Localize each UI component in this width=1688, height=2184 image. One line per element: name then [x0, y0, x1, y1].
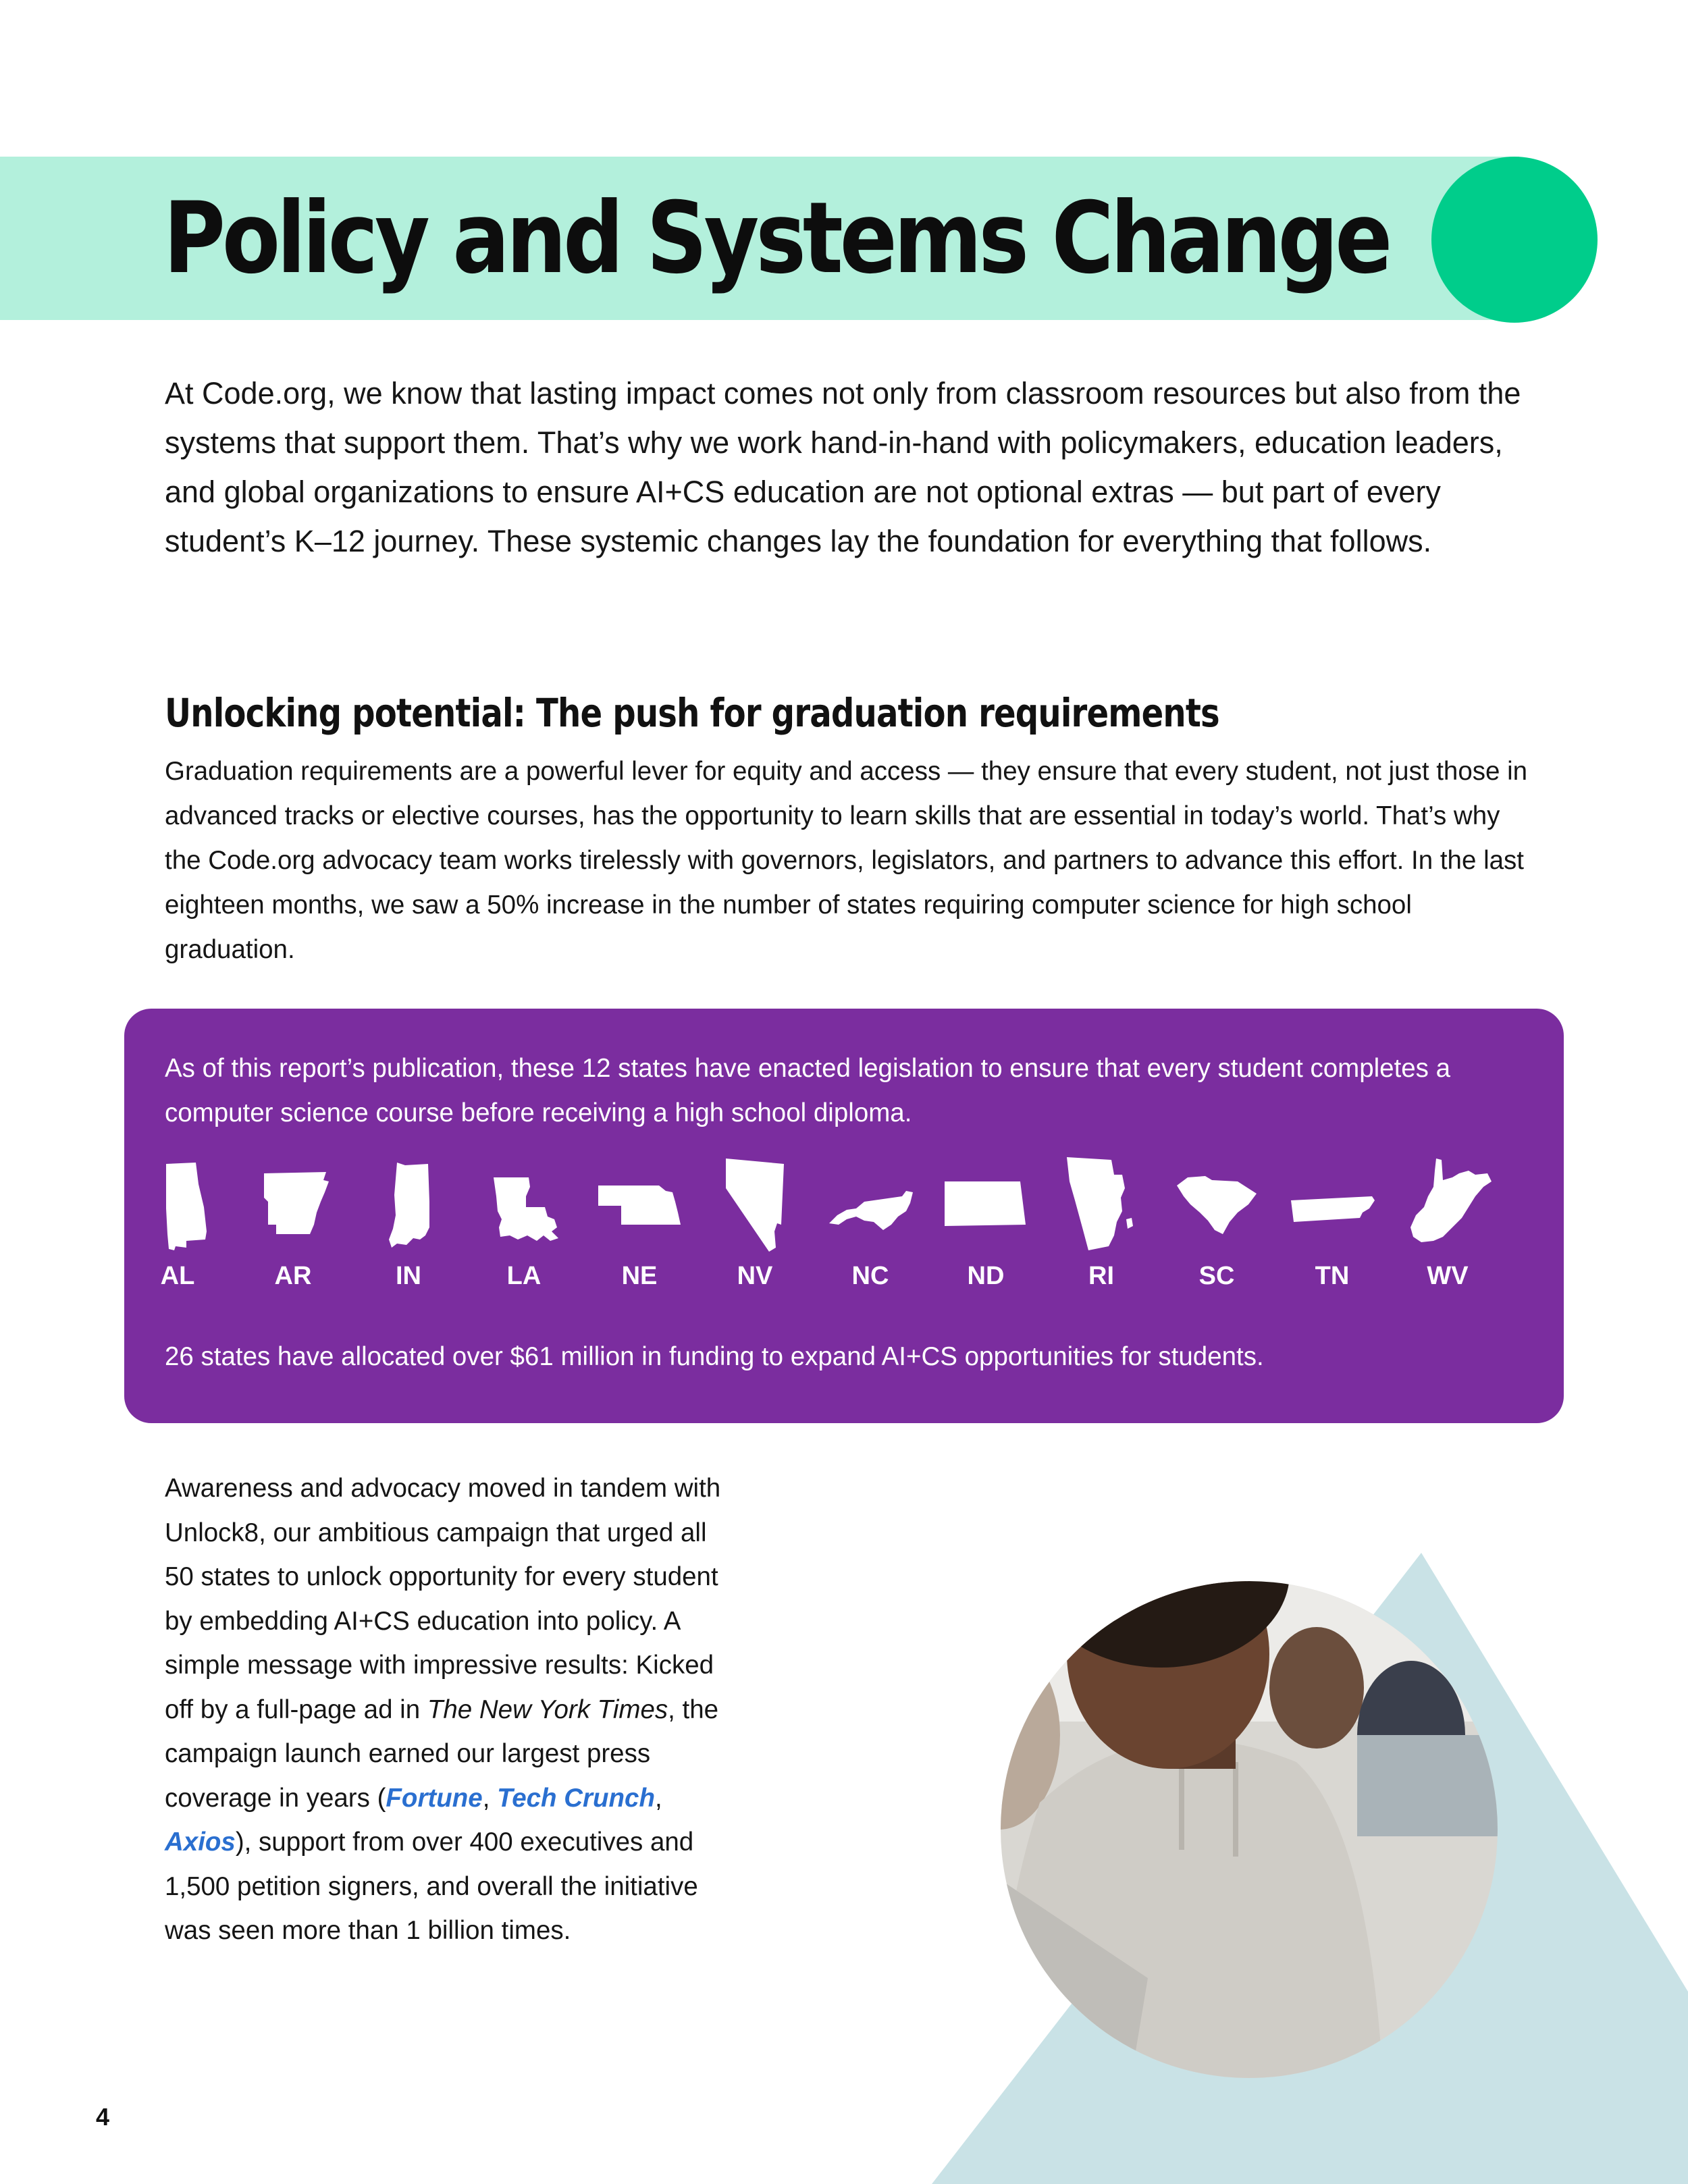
state-item: [711, 1154, 799, 1289]
state-abbreviation: ND: [967, 1262, 1005, 1290]
press-link-tech-crunch[interactable]: Tech Crunch: [497, 1783, 655, 1813]
nevada-shape-icon: [711, 1154, 799, 1256]
alabama-shape-icon: [134, 1154, 221, 1256]
state-item: [1288, 1154, 1376, 1289]
press-link-axios[interactable]: Axios: [165, 1828, 236, 1857]
state-item: [596, 1154, 683, 1289]
advocacy-text-end: ), support from over 400 executives and 1,500 petition signers, and overall the initiative was seen more than 1 billion times.: [165, 1828, 698, 1945]
press-link-fortune[interactable]: Fortune: [386, 1783, 483, 1813]
west-virginia-shape-icon: [1404, 1154, 1492, 1256]
publication-name: The New York Times: [427, 1695, 668, 1724]
state-item: [826, 1154, 914, 1289]
separator: ,: [482, 1783, 498, 1813]
state-abbreviation: WV: [1427, 1262, 1469, 1290]
separator: ,: [655, 1783, 662, 1813]
state-abbreviation: NV: [737, 1262, 773, 1290]
state-abbreviation: SC: [1198, 1262, 1235, 1290]
intro-paragraph: At Code.org, we know that lasting impact comes not only from classroom resources but also from the systems that support them. That’s why we work hand-in-hand with policymakers, education leaders, and global organizations to ensure AI+CS education are not optional extras — but part of every student’s K–12 journey. These systemic changes lay the foundation for everything that follows.: [165, 376, 1521, 558]
state-abbreviation: IN: [396, 1262, 421, 1290]
states-callout: [124, 1009, 1564, 1423]
funding-text: 26 states have allocated over $61 million in funding to expand AI+CS opportunities for students.: [165, 1342, 1264, 1371]
section-heading: Unlocking potential: The push for graduation requirements: [165, 690, 1219, 736]
state-item: [249, 1154, 337, 1289]
student-photo: [830, 1384, 1688, 2184]
state-item: [1404, 1154, 1492, 1289]
state-item: [942, 1154, 1030, 1289]
state-item: [134, 1154, 221, 1289]
state-abbreviation: TN: [1315, 1262, 1350, 1290]
section-body: Graduation requirements are a powerful lever for equity and access — they ensure that every student, not just those in advanced tracks or elective courses, has the opportunity to learn skills that are essential in today’s world. That’s why the Code.org advocacy team works tirelessly with governors, legislators, and partners to advance this effort. In the last eighteen months, we saw a 50% increase in the number of states requiring computer science for high school graduation.: [165, 757, 1528, 964]
state-item: [1057, 1154, 1145, 1289]
header-circle-decoration: [1431, 157, 1598, 323]
north-dakota-shape-icon: [942, 1154, 1030, 1256]
state-item: [1173, 1154, 1261, 1289]
advocacy-text-start: Awareness and advocacy moved in tandem with Unlock8, our ambitious campaign that urged all 50 states to unlock opportunity for every student by embedding AI+CS education into policy. A simple message with impressive results: Kicked off by a full-page ad in: [165, 1474, 721, 1724]
state-abbreviation: LA: [506, 1262, 542, 1290]
tennessee-shape-icon: [1288, 1154, 1376, 1256]
north-carolina-shape-icon: [826, 1154, 914, 1256]
page-title: Policy and Systems Change: [163, 181, 1390, 296]
south-carolina-shape-icon: [1173, 1154, 1261, 1256]
advocacy-paragraph: [165, 1466, 725, 1953]
state-abbreviation: RI: [1088, 1262, 1114, 1290]
arkansas-shape-icon: [249, 1154, 337, 1256]
louisiana-shape-icon: [480, 1154, 568, 1256]
state-abbreviation: NC: [851, 1262, 889, 1290]
state-item: [365, 1154, 452, 1289]
state-abbreviation: NE: [621, 1262, 658, 1290]
student-hair: [1033, 1479, 1290, 1668]
callout-text: As of this report’s publication, these 12 states have enacted legislation to ensure that every student completes a computer science course before receiving a high school diploma.: [165, 1054, 1451, 1127]
indiana-shape-icon: [365, 1154, 452, 1256]
nebraska-shape-icon: [596, 1154, 683, 1256]
state-abbreviation: AR: [274, 1262, 312, 1290]
state-item: [480, 1154, 568, 1289]
page-number: 4: [96, 2103, 110, 2131]
state-abbreviation: AL: [160, 1262, 195, 1290]
rhode-island-shape-icon: [1057, 1154, 1145, 1256]
advocacy-text-middle: , the campaign launch earned our largest press coverage in years (: [165, 1695, 719, 1813]
